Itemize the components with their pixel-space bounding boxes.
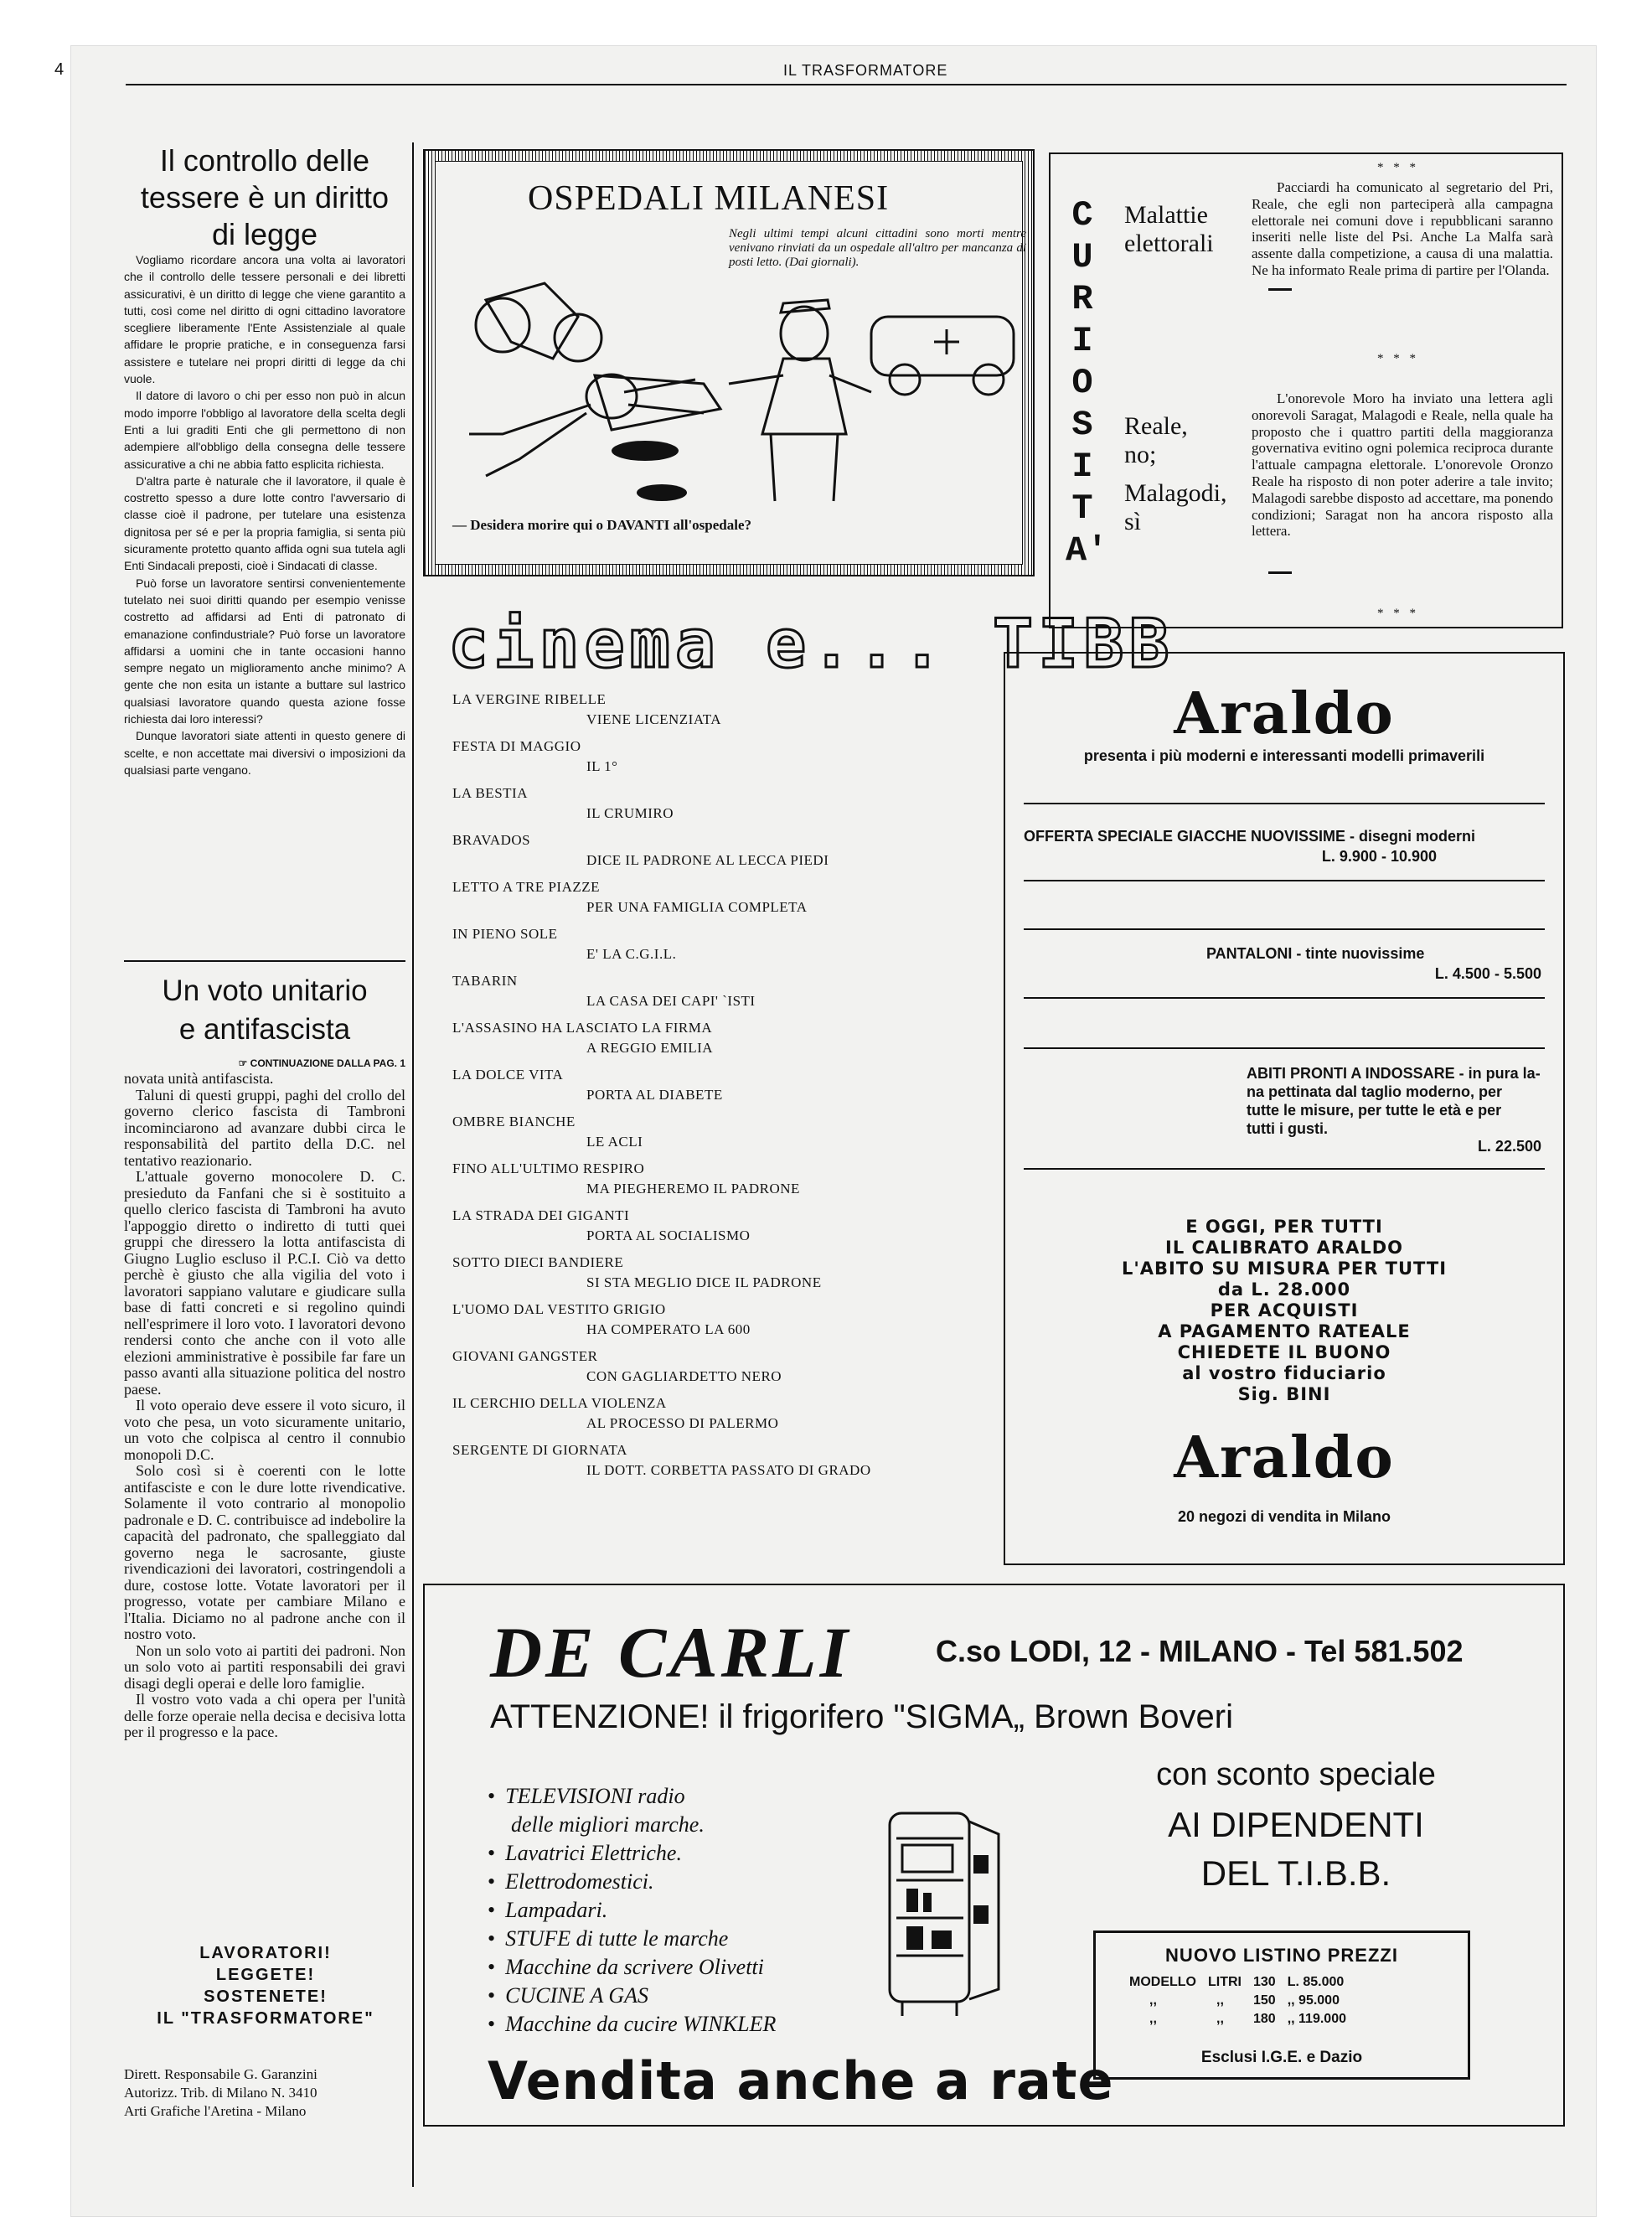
- article-paragraph: Non un solo voto ai partiti dei padroni. Non un solo voto ai partiti responsabili dei gravi disagi degli operai e delle loro famiglie.: [124, 1641, 405, 1692]
- promo-line: da L. 28.000: [1217, 1279, 1351, 1300]
- film-title: IL CERCHIO DELLA VIOLENZA: [452, 1395, 667, 1411]
- vertical-letter: U: [1071, 237, 1093, 277]
- divider-line: [1024, 1047, 1545, 1049]
- vertical-letter: O: [1071, 363, 1093, 403]
- film-title: BRAVADOS: [452, 832, 531, 848]
- price-table: [1129, 1973, 1358, 2029]
- newspaper-title: IL TRASFORMATORE: [783, 62, 948, 79]
- cartoon-frame: [435, 161, 1026, 565]
- article-paragraph: Dunque lavoratori siate attenti in questo genere di scelte, e non accettate mai diversivi o imposizioni da qualsiasi parte vengano.: [124, 729, 405, 777]
- decarli-advertisement: [423, 1584, 1565, 2127]
- promo-line: L'ABITO SU MISURA PER TUTTI: [1121, 1259, 1448, 1279]
- film-pun: PORTA AL SOCIALISMO: [586, 1228, 751, 1243]
- continuation-label: CONTINUAZIONE DALLA PAG. 1: [250, 1057, 405, 1069]
- film-title: OMBRE BIANCHE: [452, 1114, 576, 1129]
- vertical-letter: T: [1071, 488, 1093, 529]
- promo-line: E OGGI, PER TUTTI: [1185, 1217, 1383, 1237]
- film-title: L'UOMO DAL VESTITO GRIGIO: [452, 1301, 666, 1317]
- curiosita-heading-1: [1124, 201, 1214, 258]
- film-pun: CON GAGLIARDETTO NERO: [586, 1368, 782, 1384]
- dash-mark: [1268, 571, 1292, 574]
- film-entry: [452, 879, 807, 916]
- table-cell: ,,: [1149, 1993, 1157, 2008]
- discount-line: DEL T.I.B.B.: [1200, 1853, 1391, 1893]
- film-title: LA STRADA DEI GIGANTI: [452, 1207, 630, 1223]
- product-label: STUFE di tutte le marche: [505, 1926, 729, 1951]
- vertical-letter: R: [1071, 279, 1093, 319]
- film-pun: SI STA MEGLIO DICE IL PADRONE: [586, 1274, 822, 1290]
- film-title: LA BESTIA: [452, 785, 528, 801]
- film-title: SERGENTE DI GIORNATA: [452, 1442, 627, 1458]
- headline-line: e antifascista: [178, 1013, 351, 1046]
- voto-article-body: [124, 1071, 405, 1741]
- table-cell: L. 85.000: [1287, 1975, 1345, 1989]
- table-row: [1129, 2010, 1358, 2029]
- separator-stars: * * *: [1377, 161, 1419, 174]
- product-item: [488, 1782, 776, 1839]
- product-label: Macchine da cucire WINKLER: [505, 2012, 777, 2036]
- film-title: LA VERGINE RIBELLE: [452, 691, 607, 707]
- film-pun: AL PROCESSO DI PALERMO: [586, 1415, 779, 1431]
- promo-line: PER ACQUISTI: [1210, 1300, 1359, 1321]
- article-paragraph: D'altra parte è naturale che il lavoratore, il quale è costretto spesso a dure lotte contro l'avversario di classe cioè il padrone, per tutelare una esistenza dignitosa per sé e per la propria famiglia, si senta più sicuramente protetto quanto affida ogni sua tutela agli Enti Sindacali preposti, cioè i Sindacati di classe.: [124, 473, 405, 573]
- divider-line: [1024, 1168, 1545, 1170]
- vertical-letter: C: [1071, 195, 1093, 235]
- heading-line: Reale,: [1124, 412, 1188, 440]
- appeal-line: LEGGETE!: [215, 1966, 316, 1984]
- heading-line: elettorali: [1124, 230, 1214, 257]
- product-item: [488, 2010, 776, 2039]
- heading-line: Malattie: [1124, 201, 1208, 229]
- decarli-logo: DE CARLI: [490, 1612, 852, 1693]
- price-note: Esclusi I.G.E. e Dazio: [1200, 2049, 1363, 2066]
- divider-line: [1024, 803, 1545, 804]
- offer-line: tutte le misure, per tutte le età e per: [1247, 1102, 1502, 1119]
- appeal-line: LAVORATORI!: [199, 1944, 332, 1962]
- curiosita-text-1: Pacciardi ha comunicato al segretario del Pri, Reale, che egli non parteciperà alla campagna elettorale nei comuni dove i repubblicani saranno inseriti nelle liste del Psi. Anche La Malfa sarà assente dalla competizione, a causa di una malattia. Ne ha informato Reale prima di partire per l'Olanda.: [1252, 179, 1553, 278]
- film-title: LETTO A TRE PIAZZE: [452, 879, 601, 895]
- film-entry: [452, 1395, 778, 1432]
- article-paragraph: Il datore di lavoro o chi per esso non può in alcun modo imporre l'obbligo al lavoratore della scelta degli Enti a lui graditi Enti che gli permettono di non adempiere all'obbligo della consegna delle tessere assicurative a chi ne abbia fatto esplicita richiesta.: [124, 389, 405, 471]
- table-row: [1129, 1992, 1358, 2010]
- article-paragraph: Vogliamo ricordare ancora una volta ai lavoratori che il controllo delle tessere personali e dei libretti assicurativi, è un diritto di legge che viene garantito a tutti, così come nel diritto di ogni cittadino lavoratore scegliere liberamente l'Ente Assistenziale al quale affidare le proprie pratiche, e in conseguenza farsi assistere e tutelare nei propri diritti di legge da chi vuole.: [124, 253, 405, 386]
- promo-line: CHIEDETE IL BUONO: [1177, 1342, 1391, 1362]
- offer-pantaloni-price: L. 4.500 - 5.500: [1434, 965, 1541, 982]
- film-entry: [452, 832, 829, 869]
- article-paragraph: Il voto operaio deve essere il voto sicuro, il voto che pesa, un voto sicuramente unitario, un voto che colpisca al centro il connubio monopoli D.C.: [124, 1397, 405, 1463]
- film-pun: PORTA AL DIABETE: [586, 1087, 723, 1103]
- divider-line: [1024, 928, 1545, 930]
- film-title: TABARIN: [452, 973, 518, 989]
- film-pun: MA PIEGHEREMO IL PADRONE: [586, 1181, 800, 1197]
- product-label: CUCINE A GAS: [505, 1983, 649, 2008]
- offer-line: na pettinata dal taglio moderno, per: [1247, 1083, 1503, 1100]
- product-label: Lavatrici Elettriche.: [505, 1841, 682, 1865]
- refrigerator-illustration: [881, 1805, 1007, 2023]
- promo-line: Sig. BINI: [1237, 1384, 1331, 1404]
- decarli-attention: ATTENZIONE! il frigorifero "SIGMA„ Brown Boveri: [490, 1698, 1233, 1735]
- film-entry: [452, 1348, 782, 1385]
- dash-mark: [1268, 288, 1292, 291]
- heading-line: no;: [1124, 441, 1157, 468]
- curiosita-heading-2: [1124, 412, 1226, 536]
- film-pun: IL DOTT. CORBETTA PASSATO DI GRADO: [586, 1462, 871, 1478]
- separator-stars: * * *: [1377, 607, 1419, 620]
- curiosita-vertical-title: [1066, 194, 1108, 571]
- film-entry: [452, 1442, 871, 1479]
- divider-line: [1024, 997, 1545, 999]
- offer-pantaloni: PANTALONI - tinte nuovissime: [1206, 945, 1425, 962]
- article-paragraph: Solo così si è coerenti con le lotte antifasciste e con le dure lotte rivendicative. Solamente il voto contrario al monopolio padronale e D. C. contribuisce ad indebolire la capacità del padronato, che spalleggiato dal governo nega le sacrosante, giuste rivendicazioni dei lavoratori, costringendoli a dure, costose lotte. Votate lavoratori per il progresso, votate per cambiare Milano e l'Italia. Diciamo no al padrone anche con il nostro voto.: [124, 1462, 405, 1642]
- installment-banner: Vendita anche a rate: [488, 2050, 1114, 2111]
- pointing-hand-icon: ☞: [238, 1057, 250, 1069]
- decarli-address: C.so LODI, 12 - MILANO - Tel 581.502: [936, 1634, 1464, 1668]
- product-label: Elettrodomestici.: [505, 1869, 654, 1894]
- divider-line: [1024, 880, 1545, 881]
- film-entry: [452, 1067, 723, 1103]
- table-cell: ,,: [1216, 2012, 1224, 2026]
- credit-line: Dirett. Responsabile G. Garanzini: [124, 2066, 317, 2082]
- table-cell: ,,: [1216, 1993, 1224, 2008]
- film-entry: [452, 1020, 713, 1057]
- article-paragraph: Taluni di questi gruppi, paghi del crollo del governo clerico fascista di Tambroni incominciarono ad avanzare dubbi circa le responsabilità del partito della D.C. nel tentativo reazionario.: [124, 1086, 405, 1169]
- tessere-headline: [124, 142, 405, 253]
- film-title: LA DOLCE VITA: [452, 1067, 564, 1083]
- film-pun: PER UNA FAMIGLIA COMPLETA: [586, 899, 808, 915]
- product-item: [488, 1896, 776, 1925]
- film-entry: [452, 1207, 750, 1244]
- offer-abiti: [1247, 1064, 1541, 1138]
- heading-line: Malagodi,: [1124, 479, 1227, 507]
- araldo-logo: Araldo: [1174, 1424, 1395, 1491]
- credit-line: Autorizz. Trib. di Milano N. 3410: [124, 2085, 317, 2101]
- film-title: L'ASSASINO HA LASCIATO LA FIRMA: [452, 1020, 713, 1036]
- film-entry: [452, 1160, 800, 1197]
- table-cell: ,,: [1149, 2012, 1157, 2026]
- film-pun: A REGGIO EMILIA: [586, 1040, 714, 1056]
- product-label: Macchine da scrivere Olivetti: [505, 1955, 764, 1979]
- column-divider: [412, 142, 414, 2187]
- price-list-box: [1093, 1930, 1470, 2080]
- separator-stars: * * *: [1377, 352, 1419, 365]
- film-entry: [452, 926, 676, 963]
- film-pun: E' LA C.G.I.L.: [586, 946, 677, 962]
- film-pun: IL 1°: [586, 758, 618, 774]
- offer-giacche-price: L. 9.900 - 10.900: [1321, 848, 1437, 865]
- product-item: [488, 1925, 776, 1953]
- tessere-article-body: [124, 251, 405, 778]
- film-pun: LE ACLI: [586, 1134, 643, 1150]
- table-cell: ,, 119.000: [1287, 2012, 1346, 2026]
- product-list: [488, 1782, 776, 2039]
- offer-giacche: OFFERTA SPECIALE GIACCHE NUOVISSIME - disegni moderni: [1024, 828, 1476, 845]
- publication-credits: [124, 2065, 405, 2121]
- promo-line: al vostro fiduciario: [1182, 1363, 1386, 1383]
- heading-line: sì: [1124, 508, 1142, 535]
- table-cell: MODELLO: [1129, 1975, 1196, 1989]
- vertical-letter: I: [1071, 447, 1093, 487]
- curiosita-text-2: L'onorevole Moro ha inviato una lettera agli onorevoli Saragat, Malagodi e Reale, nella quale ha proposto che i quattro partiti della maggioranza governativa evitino ogni polemica reciproca durante l'attuale campagna elettorale. L'onorevole Oronzo Reale ha risposto di non poter aderire a tale invito; Malagodi sarebbe disposto ad accettare, ma ponendo condizioni; Saragat non ha ancora risposto alla lettera.: [1252, 390, 1553, 540]
- article-paragraph: Il vostro voto vada a chi opera per l'unità delle forze operaie nella decisa e decisiva lotta per il progresso e la pace.: [124, 1691, 405, 1740]
- offer-line: tutti i gusti.: [1247, 1120, 1328, 1137]
- article-paragraph: Può forse un lavoratore sentirsi convenientemente tutelato nei suoi diritti quando per esempio venisse costretto ad affidarsi ad Enti di patronato di emanazione confindustriale? Può forse un lavoratore affidarsi a uomini che in tante occasioni hanno sempre negato un miglioramento anche minimo? A gente che non esita un istante a buttare sul lastrico qualsiasi lavoratore quando questa azione fosse richiesta dai loro interessi?: [124, 576, 405, 726]
- header-rule: [126, 84, 1567, 85]
- vertical-letter: I: [1071, 321, 1093, 361]
- film-entry: [452, 1254, 822, 1291]
- headline-line: tessere è un diritto: [140, 180, 390, 214]
- cartoon-title: OSPEDALI MILANESI: [528, 179, 890, 218]
- film-entry: [452, 1301, 751, 1338]
- film-entry: [452, 738, 617, 775]
- table-cell: LITRI: [1208, 1975, 1242, 1989]
- curiosita-box: [1049, 152, 1563, 628]
- table-cell: 130: [1253, 1975, 1276, 1989]
- headline-line: di legge: [211, 217, 318, 251]
- film-pun: LA CASA DEI CAPI' `ISTI: [586, 993, 756, 1009]
- appeal-line: IL "TRASFORMATORE": [157, 2009, 374, 2028]
- table-row: [1129, 1973, 1358, 1992]
- araldo-logo: Araldo: [1174, 680, 1395, 747]
- continuation-note: [124, 1057, 405, 1069]
- film-entry: [452, 691, 721, 728]
- product-label: TELEVISIONI radio: [505, 1784, 685, 1808]
- headline-line: Un voto unitario: [162, 974, 368, 1007]
- film-entry: [452, 973, 756, 1010]
- film-title: SOTTO DIECI BANDIERE: [452, 1254, 624, 1270]
- page-number: 4: [54, 60, 65, 79]
- araldo-promo: [1005, 1217, 1563, 1405]
- film-title: FESTA DI MAGGIO: [452, 738, 581, 754]
- vertical-letter: A': [1066, 530, 1108, 571]
- cinema-headline: cinema e... TIBB: [448, 605, 1174, 683]
- offer-line: ABITI PRONTI A INDOSSARE - in pura la-: [1247, 1065, 1541, 1082]
- headline-line: Il controllo delle: [159, 143, 370, 178]
- promo-line: A PAGAMENTO RATEALE: [1158, 1321, 1411, 1341]
- section-divider: [124, 960, 405, 962]
- table-cell: 180: [1253, 2012, 1276, 2026]
- araldo-advertisement: [1004, 652, 1565, 1565]
- cartoon-quote: Negli ultimi tempi alcuni cittadini sono morti mentre venivano rinviati da un ospedale all'altro per mancanza di posti letto. (Dai giornali).: [729, 227, 1026, 269]
- price-list-title: NUOVO LISTINO PREZZI: [1165, 1945, 1398, 1966]
- film-pun: IL CRUMIRO: [586, 805, 674, 821]
- film-pun: HA COMPERATO LA 600: [586, 1321, 751, 1337]
- film-entry: [452, 1114, 643, 1150]
- product-item: [488, 1839, 776, 1868]
- product-item: [488, 1953, 776, 1982]
- discount-line: con sconto speciale: [1156, 1757, 1436, 1792]
- promo-line: IL CALIBRATO ARALDO: [1165, 1238, 1403, 1258]
- voto-headline: [124, 972, 405, 1049]
- product-label: Lampadari.: [505, 1898, 608, 1922]
- cartoon-caption: — Desidera morire qui o DAVANTI all'ospedale?: [452, 517, 752, 533]
- product-sublabel: delle migliori marche.: [511, 1812, 705, 1837]
- film-title: GIOVANI GANGSTER: [452, 1348, 598, 1364]
- ospedali-cartoon-box: [423, 149, 1035, 576]
- vertical-letter: S: [1071, 405, 1093, 445]
- film-pun: DICE IL PADRONE AL LECCA PIEDI: [586, 852, 829, 868]
- table-cell: ,, 95.000: [1287, 1993, 1340, 2008]
- table-cell: 150: [1253, 1993, 1276, 2008]
- readers-appeal-box: [127, 1932, 404, 2028]
- offer-abiti-price: L. 22.500: [1477, 1138, 1541, 1155]
- film-pun: VIENE LICENZIATA: [586, 711, 722, 727]
- product-item: [488, 1868, 776, 1896]
- film-title: IN PIENO SOLE: [452, 926, 558, 942]
- product-item: [488, 1982, 776, 2010]
- credit-line: Arti Grafiche l'Aretina - Milano: [124, 2103, 307, 2119]
- appeal-line: SOSTENETE!: [204, 1987, 328, 2006]
- araldo-stores: 20 negozi di vendita in Milano: [1177, 1508, 1391, 1525]
- article-paragraph: novata unità antifascista.: [124, 1070, 274, 1087]
- cartoon-illustration: [452, 266, 1022, 509]
- araldo-tagline: presenta i più moderni e interessanti modelli primaverili: [1083, 747, 1485, 764]
- article-paragraph: L'attuale governo monocolere D. C. presieduto da Fanfani che si è sostituito a quello clerico fascista di Tambroni ha avuto l'appoggio diretto o indiretto di tutti quei gruppi che diressero la lotta antifascista di Giugno Luglio escluso il P.C.I. Ciò va detto perchè è giusto che alla vigilia del voto i lavoratori sappiano valutare e giudicare sulla base di fatti concreti e si regolino quindi nell'esprimere il loro voto. I lavoratori devono rendersi conto che anche con il voto alle elezioni amministrative è possibile far fare un passo avanti alla situazione politica del nostro paese.: [124, 1168, 405, 1398]
- discount-line: AI DIPENDENTI: [1168, 1805, 1424, 1844]
- film-title: FINO ALL'ULTIMO RESPIRO: [452, 1160, 645, 1176]
- film-entry: [452, 785, 674, 822]
